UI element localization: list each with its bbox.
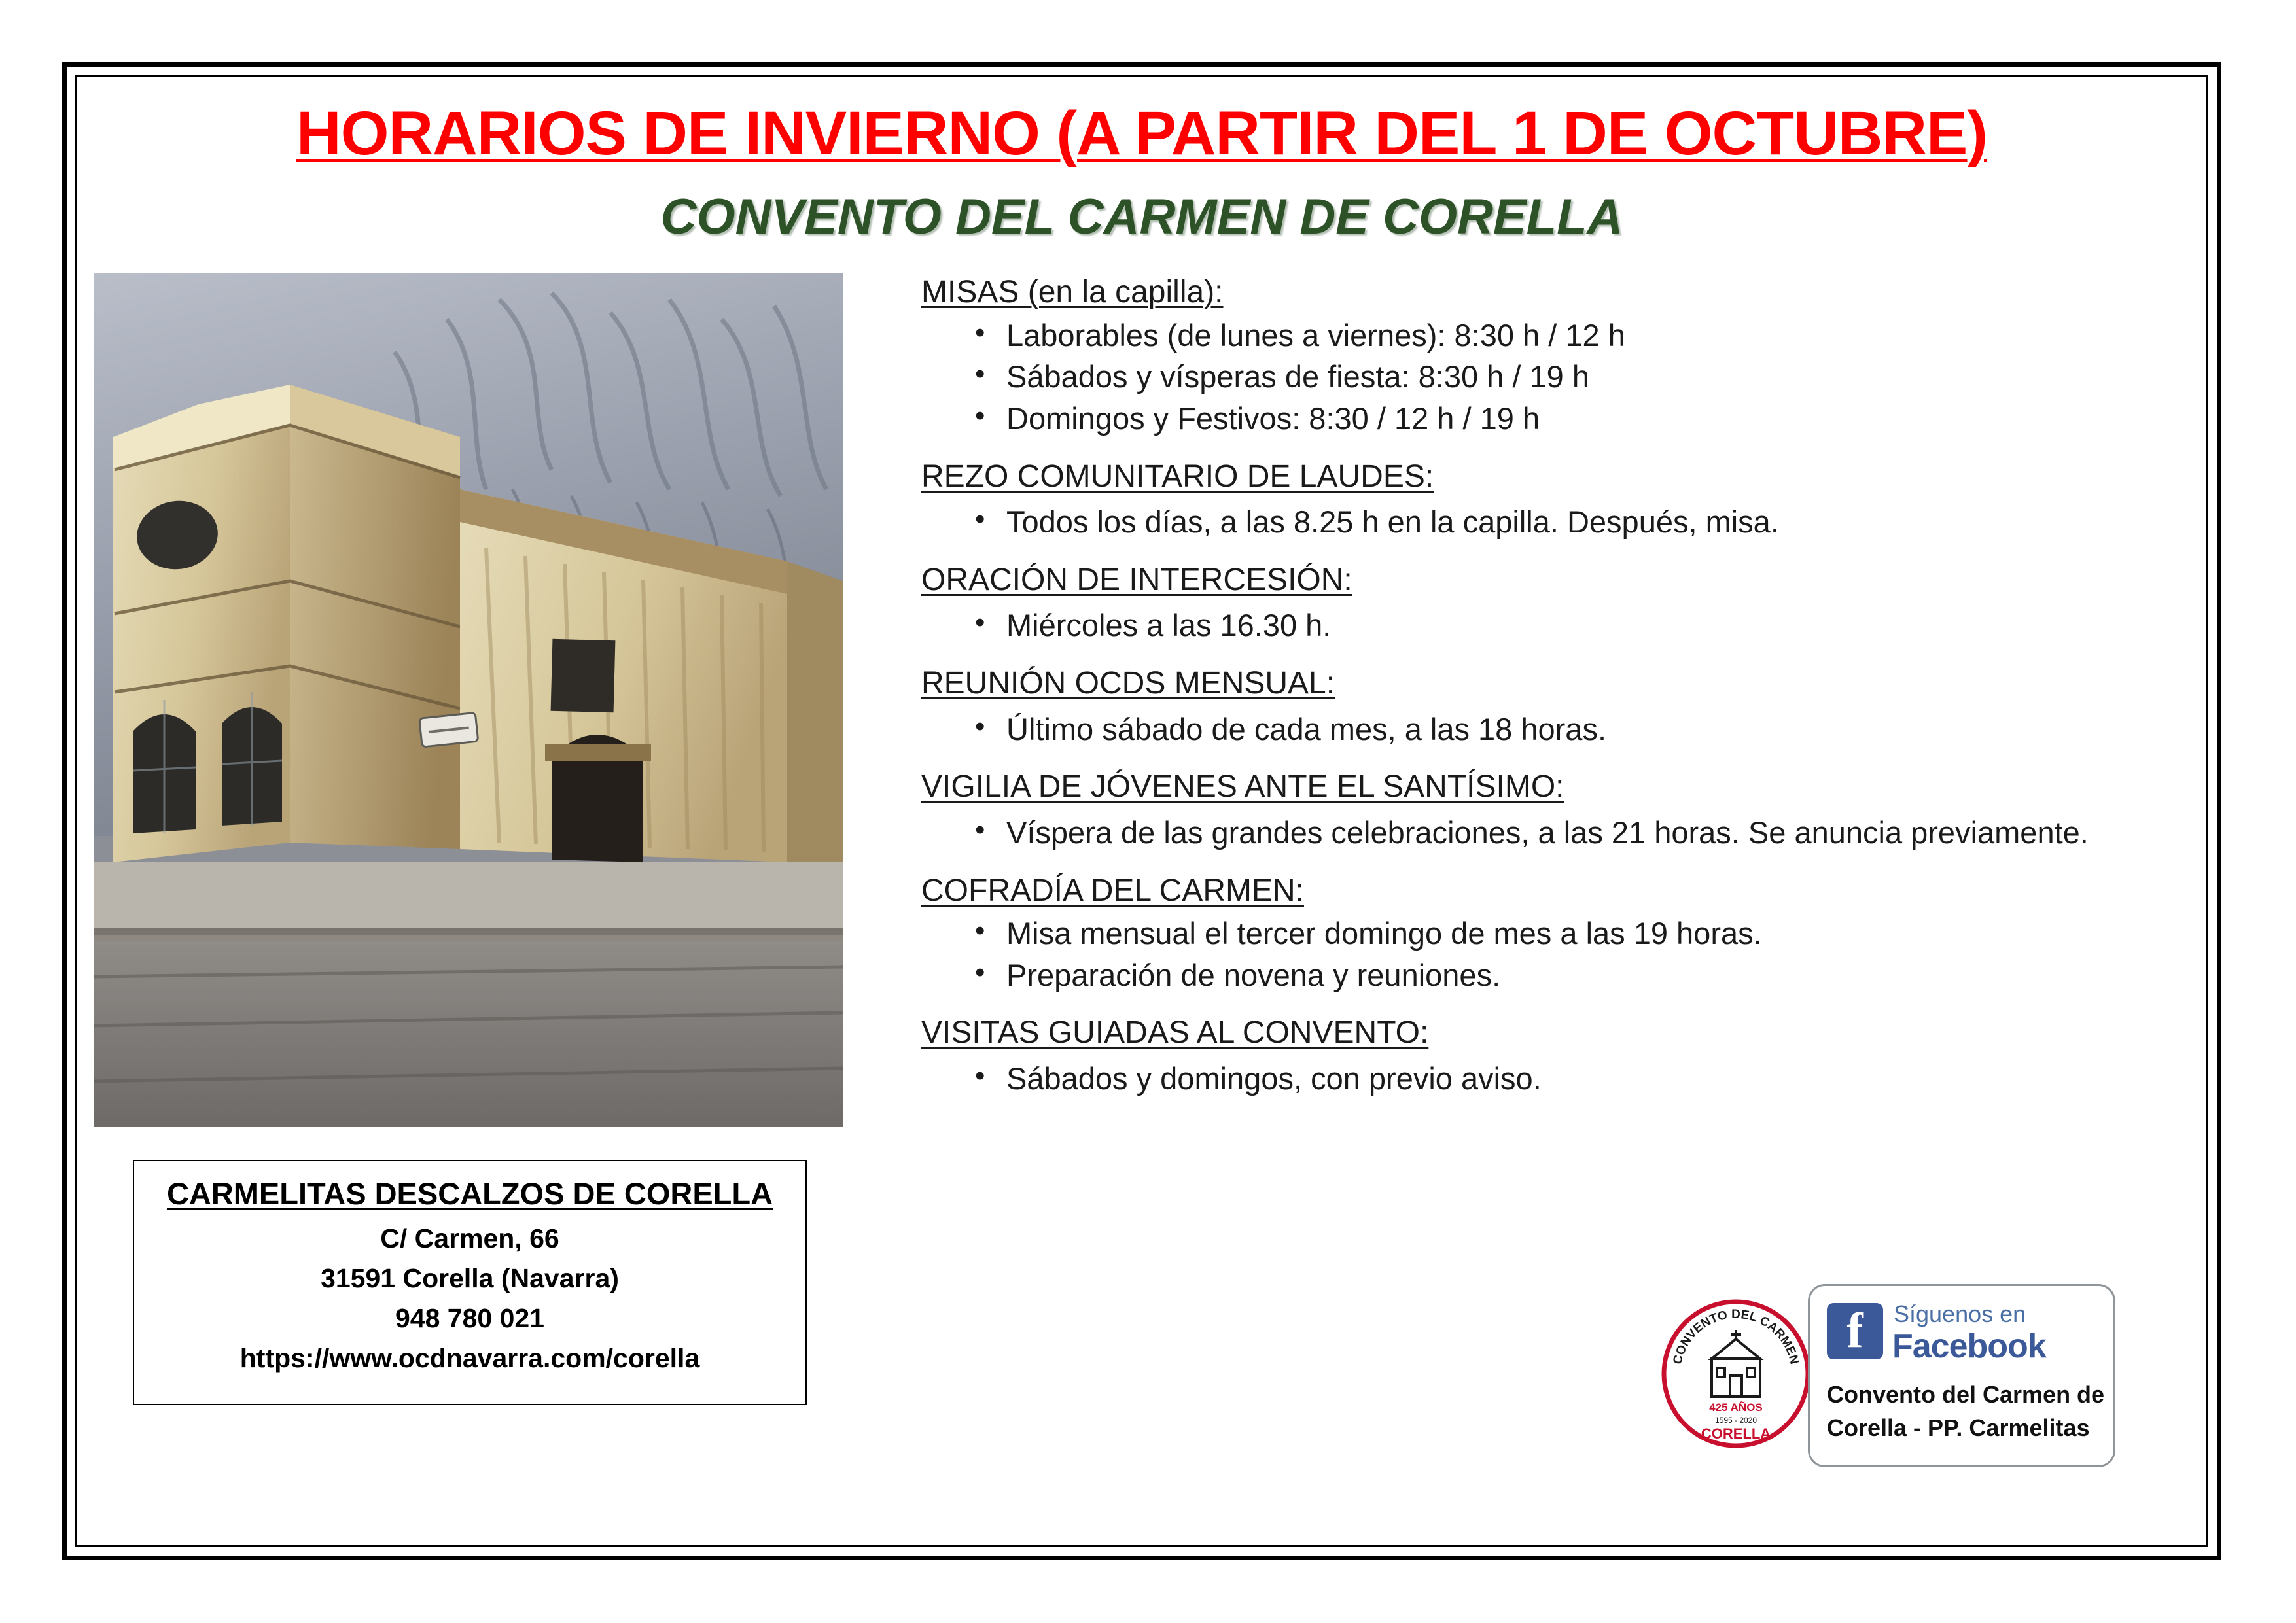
facebook-brand-label: Facebook — [1892, 1327, 2046, 1365]
section-heading-intercesion: ORACIÓN DE INTERCESIÓN: — [921, 562, 1352, 597]
facebook-icon: f — [1827, 1303, 1883, 1359]
schedule-column — [921, 273, 2158, 1098]
page-subtitle: CONVENTO DEL CARMEN DE CORELLA — [660, 189, 1623, 245]
address-website[interactable]: https://www.ocdnavarra.com/corella — [239, 1343, 700, 1373]
list-item: • Preparación de novena y reuniones. — [921, 956, 2158, 995]
section-heading-misas: MISAS (en la capilla): — [921, 275, 1224, 309]
facebook-page-line1: Convento del Carmen de — [1827, 1381, 2105, 1408]
list-item: • Último sábado de cada mes, a las 18 horas. — [921, 710, 2158, 749]
address-title: CARMELITAS DESCALZOS DE CORELLA — [166, 1176, 773, 1211]
section-heading-ocds: REUNIÓN OCDS MENSUAL: — [921, 666, 1335, 701]
svg-text:CONVENTO DEL CARMEN: CONVENTO DEL CARMEN — [1670, 1308, 1801, 1366]
section-heading-vigilia: VIGILIA DE JÓVENES ANTE EL SANTÍSIMO: — [921, 769, 1564, 805]
section-list-misas — [921, 316, 2158, 438]
page-title: HORARIOS DE INVIERNO (A PARTIR DEL 1 DE OCTUBRE) — [296, 99, 1988, 168]
section-list-vigilia — [921, 813, 2158, 852]
list-item: • Víspera de las grandes celebraciones, a las 21 horas. Se anuncia previamente. — [921, 813, 2158, 852]
poster-inner-frame — [75, 75, 2208, 1547]
list-item: • Misa mensual el tercer domingo de mes a las 19 horas. — [921, 914, 2158, 953]
list-item: • Laborables (de lunes a viernes): 8:30 h / 12 h — [921, 316, 2158, 355]
section-list-visitas — [921, 1059, 2158, 1098]
address-city: 31591 Corella (Navarra) — [321, 1263, 619, 1293]
list-item: • Miércoles a las 16.30 h. — [921, 606, 2158, 645]
list-item: • Sábados y vísperas de fiesta: 8:30 h / 19 h — [921, 357, 2158, 396]
section-heading-cofradia: COFRADÍA DEL CARMEN: — [921, 873, 1304, 908]
section-heading-visitas: VISITAS GUIADAS AL CONVENTO: — [921, 1015, 1429, 1051]
svg-text:1595 - 2020: 1595 - 2020 — [1714, 1416, 1757, 1425]
facebook-card[interactable] — [1808, 1284, 2115, 1467]
address-box — [133, 1160, 807, 1405]
list-item: • Sábados y domingos, con previo aviso. — [921, 1059, 2158, 1098]
svg-text:CORELLA: CORELLA — [1701, 1425, 1771, 1442]
facebook-page-line2: Corella - PP. Carmelitas — [1827, 1414, 2090, 1441]
section-list-cofradia — [921, 914, 2158, 994]
address-street: C/ Carmen, 66 — [380, 1223, 559, 1253]
list-item: • Todos los días, a las 8.25 h en la capilla. Después, misa. — [921, 502, 2158, 542]
section-list-laudes — [921, 502, 2158, 542]
convent-photo — [94, 273, 843, 1127]
section-heading-laudes: REZO COMUNITARIO DE LAUDES: — [921, 459, 1434, 494]
facebook-follow-label: Síguenos en — [1894, 1300, 2026, 1327]
section-list-ocds — [921, 710, 2158, 749]
poster — [62, 62, 2221, 1560]
left-column — [94, 273, 853, 1373]
address-phone: 948 780 021 — [395, 1303, 544, 1333]
logos-area — [1661, 1284, 2119, 1480]
list-item: • Domingos y Festivos: 8:30 / 12 h / 19 h — [921, 399, 2158, 438]
convent-seal-logo — [1661, 1299, 1811, 1449]
section-list-intercesion — [921, 606, 2158, 645]
svg-text:425 AÑOS: 425 AÑOS — [1709, 1401, 1763, 1414]
